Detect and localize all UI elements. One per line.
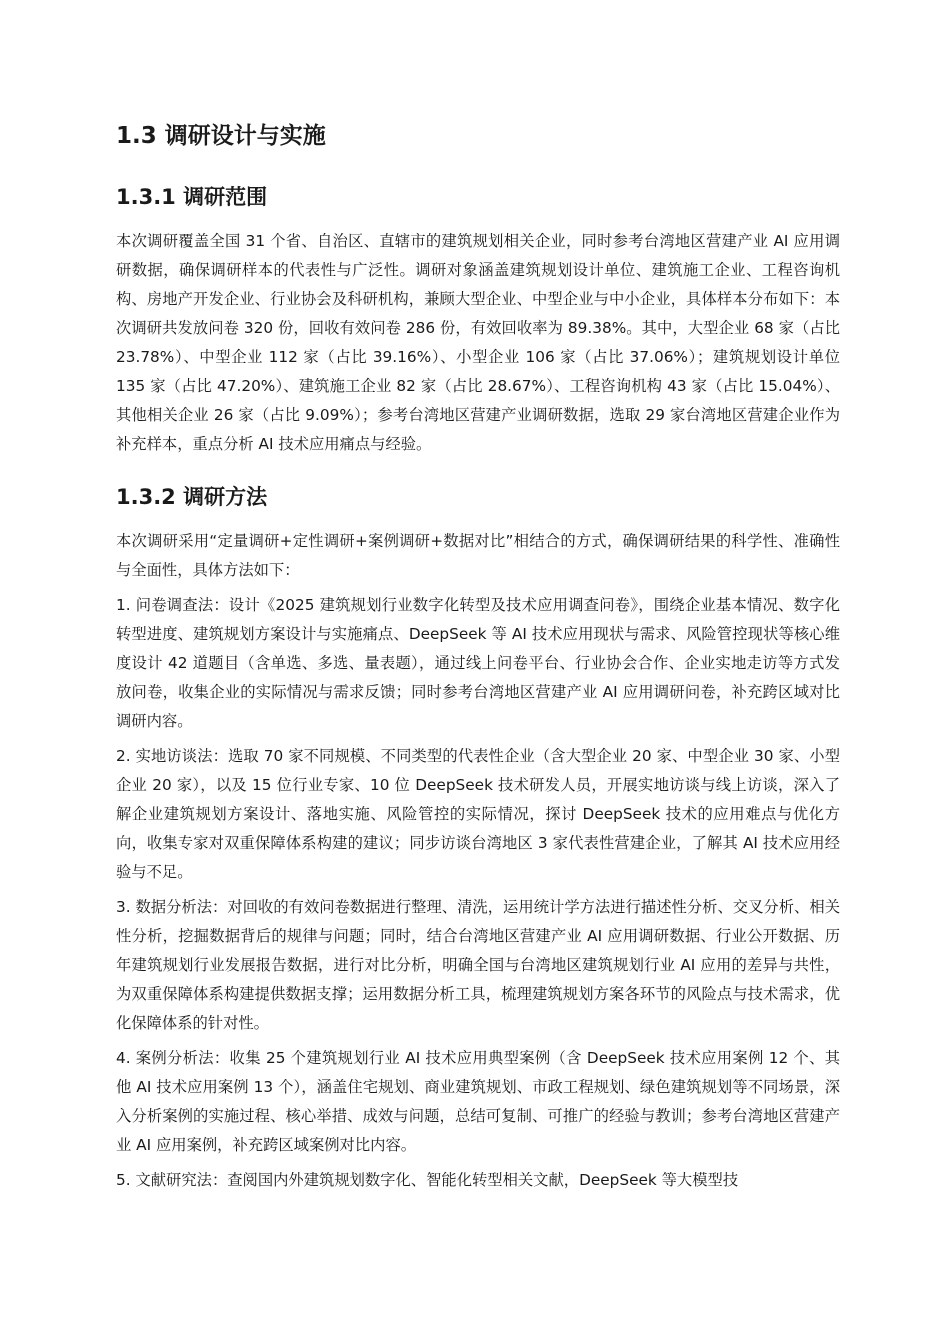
methods-intro-paragraph: 本次调研采用“定量调研+定性调研+案例调研+数据对比”相结合的方式，确保调研结果的科学性、准确性与全面性，具体方法如下：	[116, 532, 840, 579]
scope-paragraph: 本次调研覆盖全国 31 个省、自治区、直辖市的建筑规划相关企业，同时参考台湾地区营建产业 AI 应用调研数据，确保调研样本的代表性与广泛性。调研对象涵盖建筑规划设计单位、建筑施工企业、工程咨询机构、房地产开发企业、行业协会及科研机构，兼顾大型企业、中型企业与中小企业，具体样本分布如下：本次调研共发放问卷 320 份，回收有效问卷 286 份，有效回收率为 89.38%。其中，大型企业 68 家（占比 23.78%）、中型企业 112 家（占比 39.16%）、小型企业 106 家（占比 37.06%）；建筑规划设计单位 135 家（占比 47.20%）、建筑施工企业 82 家（占比 28.67%）、工程咨询机构 43 家（占比 15.04%）、其他相关企业 26 家（占比 9.09%）；参考台湾地区营建产业调研数据，选取 29 家台湾地区营建企业作为补充样本，重点分析 AI 技术应用痛点与经验。	[116, 232, 840, 453]
document-page	[116, 110, 840, 1195]
method-item-literature: 5. 文献研究法：查阅国内外建筑规划数字化、智能化转型相关文献，DeepSeek 等大模型技	[116, 1171, 739, 1189]
subsection-title-methods: 1.3.2 调研方法	[116, 485, 268, 509]
method-item-interview: 2. 实地访谈法：选取 70 家不同规模、不同类型的代表性企业（含大型企业 20 家、中型企业 30 家、小型企业 20 家），以及 15 位行业专家、10 位 DeepSeek 技术研发人员，开展实地访谈与线上访谈，深入了解企业建筑规划方案设计、落地实施、风险管控的实际情况，探讨 DeepSeek 技术的应用难点与优化方向，收集专家对双重保障体系构建的建议；同步访谈台湾地区 3 家代表性营建企业，了解其 AI 技术应用经验与不足。	[116, 747, 840, 881]
method-item-case-analysis: 4. 案例分析法：收集 25 个建筑规划行业 AI 技术应用典型案例（含 DeepSeek 技术应用案例 12 个、其他 AI 技术应用案例 13 个），涵盖住宅规划、商业建筑规划、市政工程规划、绿色建筑规划等不同场景，深入分析案例的实施过程、核心举措、成效与问题，总结可复制、可推广的经验与教训；参考台湾地区营建产业 AI 应用案例，补充跨区域案例对比内容。	[116, 1049, 840, 1154]
method-item-questionnaire: 1. 问卷调查法：设计《2025 建筑规划行业数字化转型及技术应用调查问卷》，围绕企业基本情况、数字化转型进度、建筑规划方案设计与实施痛点、DeepSeek 等 AI 技术应用现状与需求、风险管控现状等核心维度设计 42 道题目（含单选、多选、量表题），通过线上问卷平台、行业协会合作、企业实地走访等方式发放问卷，收集企业的实际情况与需求反馈；同时参考台湾地区营建产业 AI 应用调研问卷，补充跨区域对比调研内容。	[116, 596, 840, 730]
method-item-data-analysis: 3. 数据分析法：对回收的有效问卷数据进行整理、清洗，运用统计学方法进行描述性分析、交叉分析、相关性分析，挖掘数据背后的规律与问题；同时，结合台湾地区营建产业 AI 应用调研数据、行业公开数据、历年建筑规划行业发展报告数据，进行对比分析，明确全国与台湾地区建筑规划行业 AI 应用的差异与共性，为双重保障体系构建提供数据支撑；运用数据分析工具，梳理建筑规划方案各环节的风险点与技术需求，优化保障体系的针对性。	[116, 898, 840, 1032]
subsection-title-scope: 1.3.1 调研范围	[116, 185, 268, 209]
section-title: 1.3 调研设计与实施	[116, 123, 326, 149]
